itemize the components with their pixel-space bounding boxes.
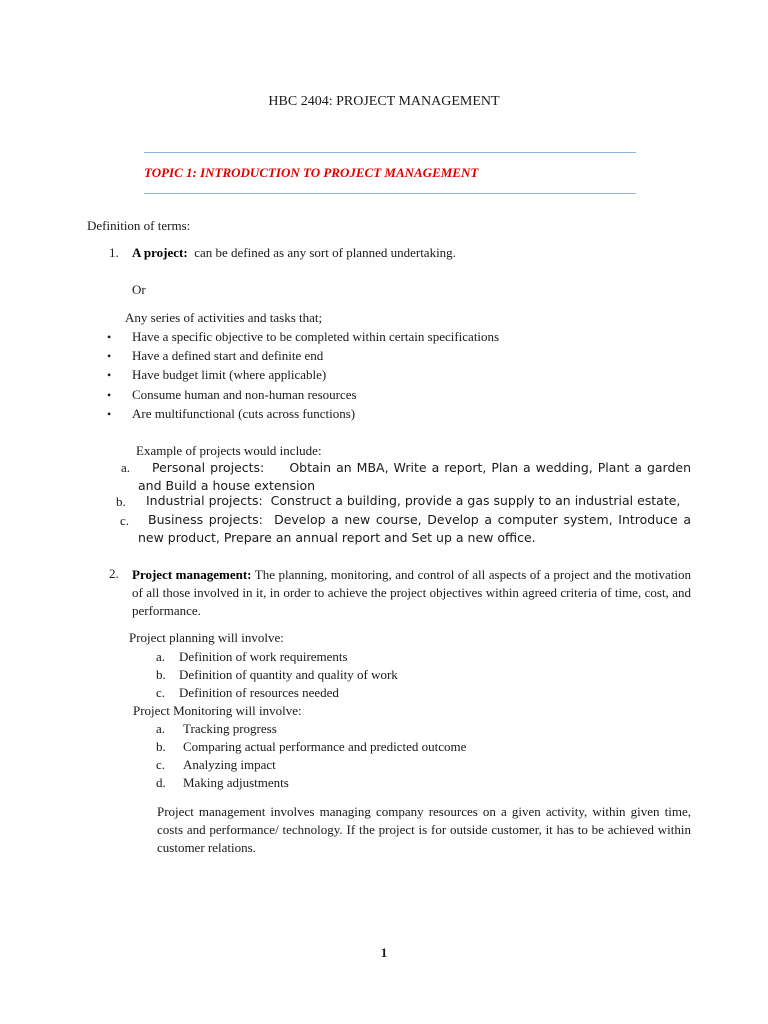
list-item: Making adjustments bbox=[183, 775, 289, 790]
list-letter: a. bbox=[156, 721, 166, 736]
example-letter: b. bbox=[116, 494, 126, 509]
list-item: Are multifunctional (cuts across functions) bbox=[132, 406, 356, 421]
item2-paragraph bbox=[132, 566, 691, 620]
list-item: Have a specific objective to be completed within certain specifications bbox=[132, 329, 500, 344]
item2-number: 2. bbox=[109, 566, 119, 581]
item1-number: 1. bbox=[109, 245, 119, 260]
list-letter: c. bbox=[156, 685, 166, 700]
list-item: Have budget limit (where applicable) bbox=[132, 367, 327, 382]
item2-text: The planning, monitoring, and control of all aspects of a project and the motivation of all those involved in it, in order to achieve the project objectives within agreed criteria of time, cost, and performance. bbox=[132, 567, 691, 618]
list-letter: b. bbox=[156, 667, 166, 682]
example-letter: c. bbox=[120, 513, 130, 528]
bullet-icon: • bbox=[107, 349, 112, 363]
bullet-icon: • bbox=[107, 388, 112, 402]
list-item: Definition of work requirements bbox=[179, 649, 348, 664]
list-item: Consume human and non-human resources bbox=[132, 387, 357, 402]
item1-term: A project: bbox=[132, 245, 188, 260]
bullet-icon: • bbox=[107, 407, 112, 421]
list-item: Analyzing impact bbox=[183, 757, 276, 772]
list-item: Tracking progress bbox=[183, 721, 277, 736]
item1-line bbox=[132, 245, 456, 261]
example-label: Personal projects: bbox=[152, 460, 265, 475]
example-item bbox=[138, 511, 691, 547]
page-title: HBC 2404: PROJECT MANAGEMENT bbox=[268, 94, 500, 109]
topic-heading: TOPIC 1: INTRODUCTION TO PROJECT MANAGEMENT bbox=[144, 165, 479, 180]
monitoring-heading: Project Monitoring will involve: bbox=[133, 703, 302, 718]
closing-paragraph: Project management involves managing company resources on a given activity, within given time, costs and performance/ technology. If the project is for outside customer, it has to be achieved within customer relations. bbox=[157, 804, 691, 855]
divider-bottom bbox=[144, 193, 636, 194]
or-text: Or bbox=[132, 282, 146, 297]
divider-top bbox=[144, 152, 636, 153]
example-label: Industrial projects: bbox=[146, 493, 263, 508]
bullet-icon: • bbox=[107, 368, 112, 382]
planning-heading: Project planning will involve: bbox=[129, 630, 284, 645]
list-letter: d. bbox=[156, 775, 166, 790]
example-heading: Example of projects would include: bbox=[136, 443, 322, 458]
item2-term: Project management: bbox=[132, 567, 252, 582]
list-item: Comparing actual performance and predicted outcome bbox=[183, 739, 467, 754]
list-item: Definition of quantity and quality of work bbox=[179, 667, 398, 682]
example-item bbox=[138, 459, 691, 495]
item1-text: can be defined as any sort of planned undertaking. bbox=[194, 245, 456, 260]
any-series-text: Any series of activities and tasks that; bbox=[125, 310, 323, 325]
example-label: Business projects: bbox=[148, 512, 263, 527]
example-letter: a. bbox=[121, 460, 131, 475]
list-item: Have a defined start and definite end bbox=[132, 348, 324, 363]
list-letter: a. bbox=[156, 649, 166, 664]
example-text: Develop a new course, Develop a computer system, Introduce a new product, Prepare an annual report and Set up a new office. bbox=[138, 512, 691, 545]
example-item bbox=[146, 493, 680, 508]
example-text: Construct a building, provide a gas supply to an industrial estate, bbox=[270, 493, 681, 508]
list-item: Definition of resources needed bbox=[179, 685, 339, 700]
definition-heading: Definition of terms: bbox=[87, 218, 191, 233]
list-letter: b. bbox=[156, 739, 166, 754]
example-text: Obtain an MBA, Write a report, Plan a wedding, Plant a garden and Build a house extension bbox=[138, 460, 692, 493]
page-number: 1 bbox=[380, 945, 388, 960]
list-letter: c. bbox=[156, 757, 166, 772]
bullet-icon: • bbox=[107, 330, 112, 344]
